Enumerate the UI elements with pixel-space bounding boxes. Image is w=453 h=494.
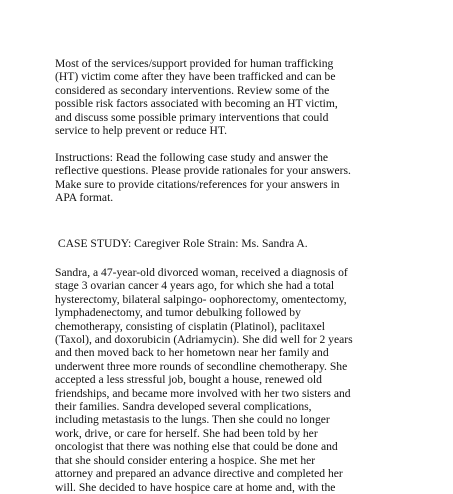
intro-line: possible risk factors associated with becoming an HT victim, [55,97,338,111]
case-line: lymphadenectomy, and tumor debulking followed by [55,306,301,320]
case-study-paragraph [55,266,427,494]
case-study-title: CASE STUDY: Caregiver Role Strain: Ms. Sandra A. [55,237,308,250]
instructions-line: APA format. [55,191,114,205]
case-line: chemotherapy, consisting of cisplatin (Platinol), paclitaxel [55,319,326,333]
intro-line: (HT) victim come after they have been trafficked and can be [55,70,336,84]
case-line: their families. Sandra developed several complications, [55,400,312,414]
case-line: attorney and prepared an advance directive and completed her [55,467,343,481]
case-line: (Taxol), and doxorubicin (Adriamycin). She did well for 2 years [55,333,353,347]
case-line: accepted a less stressful job, bought a house, renewed old [55,373,322,387]
intro-paragraph [55,57,427,137]
case-line: oncologist that there was nothing else that could be done and [55,440,338,454]
instructions-line: Instructions: Read the following case study and answer the [55,151,329,164]
case-line: including metastasis to the lungs. Then she could no longer [55,413,330,427]
intro-line: considered as secondary interventions. Review some of the [55,83,330,97]
case-line: stage 3 ovarian cancer 4 years ago, for which she had a total [55,279,335,293]
case-line: and then moved back to her hometown near her family and [55,346,329,360]
case-line: hysterectomy, bilateral salpingo- oophorectomy, omentectomy, [55,292,347,306]
intro-line: and discuss some possible primary interventions that could [55,110,329,124]
intro-line: service to help prevent or reduce HT. [55,124,228,138]
case-line: friendships, and became more involved with her two sisters and [55,386,351,400]
case-line: Sandra, a 47-year-old divorced woman, received a diagnosis of [55,266,348,279]
instructions-line: reflective questions. Please provide rationales for your answers. [55,164,351,178]
case-line: that she should consider entering a hospice. She met her [55,453,316,467]
case-line: underwent three more rounds of secondline chemotherapy. She [55,359,348,373]
intro-line: Most of the services/support provided for human trafficking [55,57,334,70]
case-line: will. She decided to have hospice care at home and, with the [55,480,336,494]
instructions-line: Make sure to provide citations/references for your answers in [55,177,340,191]
case-line: work, drive, or care for herself. She had been told by her [55,426,318,440]
instructions-paragraph [55,151,427,205]
